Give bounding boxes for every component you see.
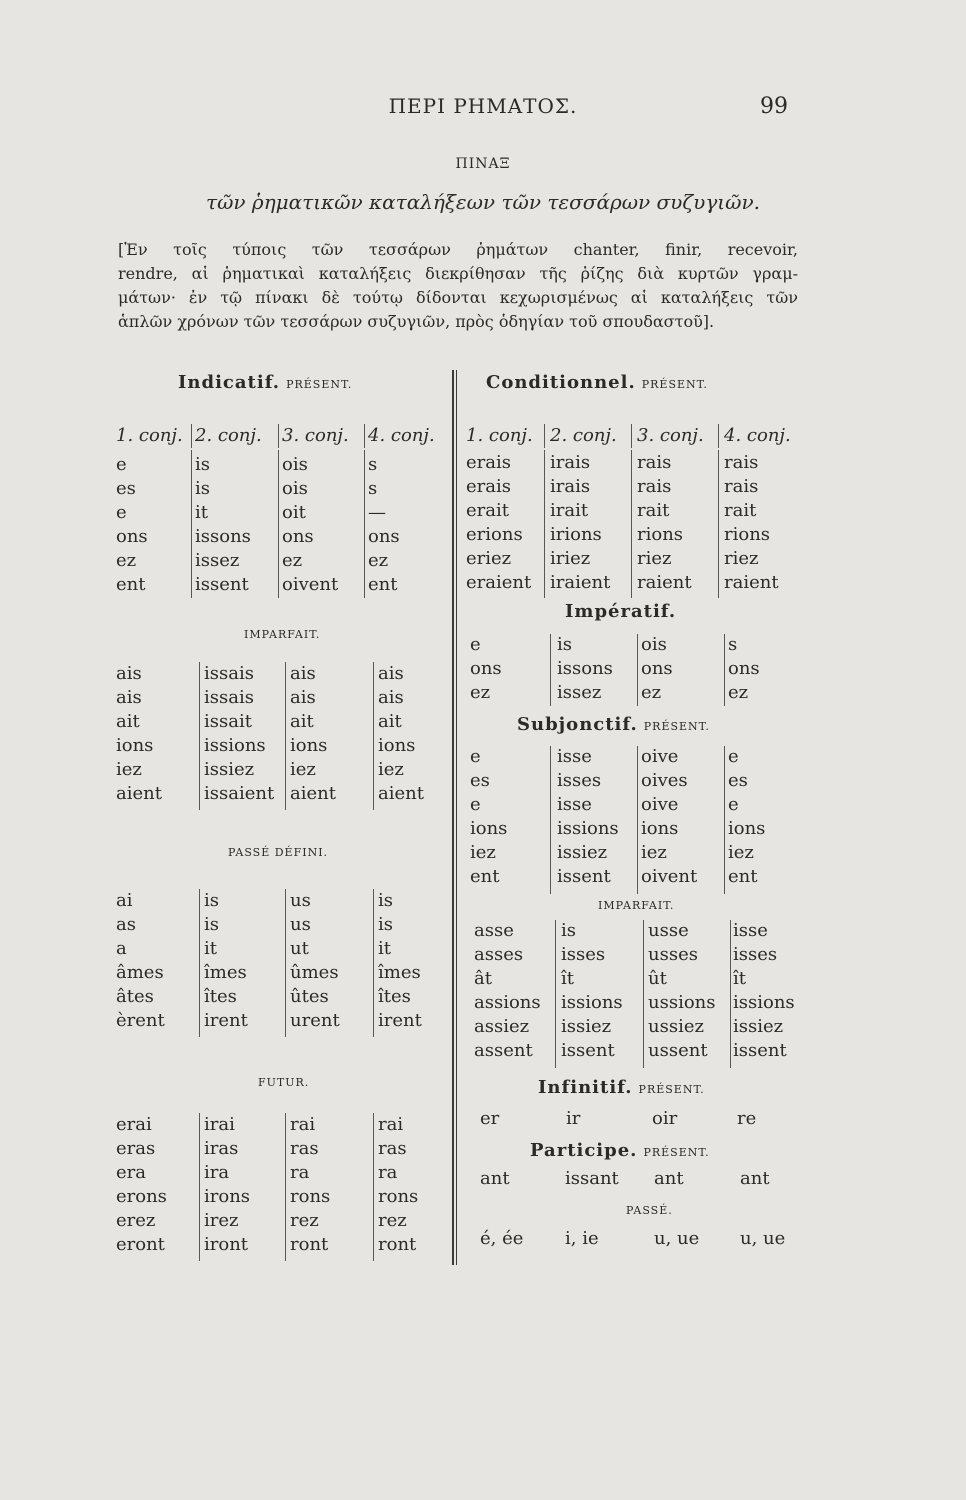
ending: ai bbox=[116, 890, 133, 911]
column-rule bbox=[285, 1113, 286, 1261]
ending: ois bbox=[282, 478, 308, 499]
ending: ît bbox=[561, 968, 574, 989]
column-rule bbox=[544, 450, 545, 598]
ending: ez bbox=[116, 550, 137, 571]
ending: ions bbox=[378, 735, 416, 756]
ending: issais bbox=[204, 687, 254, 708]
column-rule bbox=[718, 424, 719, 448]
ending: iez bbox=[378, 759, 404, 780]
intro-line: ἁπλῶν χρόνων τῶν τεσσάρων συζυγιῶν, πρὸς ὁδηγίαν τοῦ σπουδαστοῦ]. bbox=[118, 312, 715, 331]
ending: is bbox=[204, 914, 219, 935]
conj-header: 4. conj. bbox=[724, 425, 791, 446]
ending: riez bbox=[637, 548, 672, 569]
ending: ent bbox=[470, 866, 500, 887]
ending: ît bbox=[733, 968, 746, 989]
ending: u, ue bbox=[740, 1228, 786, 1249]
ending: ons bbox=[470, 658, 502, 679]
ending: ions bbox=[728, 818, 766, 839]
ending: e bbox=[470, 746, 481, 767]
mood-name: Indicatif. bbox=[178, 372, 281, 393]
ending: e bbox=[728, 746, 739, 767]
ending: era bbox=[116, 1162, 146, 1183]
ending: as bbox=[116, 914, 136, 935]
ending: issons bbox=[195, 526, 251, 547]
intro-line: rendre, αἱ ῥηματικαὶ καταλήξεις διεκρίθησαν τῆς ῥίζης διὰ κυρτῶν γραμ- bbox=[118, 264, 798, 283]
ending: ut bbox=[290, 938, 309, 959]
ending: rais bbox=[637, 452, 672, 473]
conj-header: 1. conj. bbox=[466, 425, 533, 446]
ending: ez bbox=[728, 682, 749, 703]
ending: issons bbox=[557, 658, 613, 679]
center-divider bbox=[452, 370, 454, 1265]
ending: rait bbox=[724, 500, 757, 521]
ending: — bbox=[368, 502, 386, 523]
tense-name: PRÉSENT. bbox=[643, 720, 710, 733]
ending: irai bbox=[204, 1114, 235, 1135]
ending: rez bbox=[378, 1210, 407, 1231]
ending: isse bbox=[557, 794, 592, 815]
ending: oivent bbox=[282, 574, 339, 595]
ending: oivent bbox=[641, 866, 698, 887]
column-rule bbox=[285, 662, 286, 810]
ending: it bbox=[195, 502, 208, 523]
ending: ez bbox=[641, 682, 662, 703]
ending: irent bbox=[204, 1010, 248, 1031]
column-rule bbox=[364, 424, 365, 448]
ending: ra bbox=[378, 1162, 398, 1183]
participe-heading bbox=[530, 1140, 710, 1161]
futur-label: FUTUR. bbox=[258, 1076, 310, 1089]
ending: isses bbox=[561, 944, 606, 965]
ending: es bbox=[116, 478, 136, 499]
ending: issent bbox=[557, 866, 611, 887]
ending: eront bbox=[116, 1234, 165, 1255]
ending: ût bbox=[648, 968, 667, 989]
ending: us bbox=[290, 890, 311, 911]
ending: s bbox=[728, 634, 738, 655]
ending: ras bbox=[290, 1138, 319, 1159]
ending: is bbox=[195, 454, 210, 475]
center-divider-inner bbox=[456, 370, 457, 1265]
ending: ait bbox=[290, 711, 314, 732]
ending: ois bbox=[282, 454, 308, 475]
ending: ais bbox=[116, 687, 142, 708]
ending: riez bbox=[724, 548, 759, 569]
ending: assiez bbox=[474, 1016, 530, 1037]
ending: iez bbox=[728, 842, 754, 863]
ending: issez bbox=[557, 682, 602, 703]
tense-name: PRÉSENT. bbox=[643, 1146, 710, 1159]
ending: issiez bbox=[557, 842, 608, 863]
ending: erions bbox=[466, 524, 523, 545]
indicatif-heading bbox=[178, 372, 352, 393]
ending: eriez bbox=[466, 548, 512, 569]
ending: erais bbox=[466, 452, 511, 473]
ending: ant bbox=[654, 1168, 684, 1189]
ending: ons bbox=[282, 526, 314, 547]
tense-name: PRÉSENT. bbox=[638, 1083, 705, 1096]
ending: is bbox=[557, 634, 572, 655]
column-rule bbox=[199, 1113, 200, 1261]
ending: a bbox=[116, 938, 127, 959]
conditionnel-heading bbox=[486, 372, 708, 393]
tense-name: PRÉSENT. bbox=[641, 378, 708, 391]
ending: ions bbox=[116, 735, 154, 756]
ending: ussiez bbox=[648, 1016, 704, 1037]
ending: aient bbox=[116, 783, 162, 804]
ending: ent bbox=[116, 574, 146, 595]
ending: issions bbox=[204, 735, 266, 756]
ending: ira bbox=[204, 1162, 230, 1183]
ending: rons bbox=[378, 1186, 419, 1207]
ending: oive bbox=[641, 746, 679, 767]
ending: ant bbox=[480, 1168, 510, 1189]
ending: ront bbox=[378, 1234, 417, 1255]
ending: aient bbox=[290, 783, 336, 804]
ending: ait bbox=[378, 711, 402, 732]
ending: oives bbox=[641, 770, 688, 791]
ending: is bbox=[195, 478, 210, 499]
ending: ais bbox=[290, 663, 316, 684]
ending: ûmes bbox=[290, 962, 339, 983]
ending: âtes bbox=[116, 986, 154, 1007]
ending: is bbox=[561, 920, 576, 941]
ending: e bbox=[470, 634, 481, 655]
ending: e bbox=[116, 502, 127, 523]
ending: es bbox=[728, 770, 748, 791]
ending: is bbox=[378, 914, 393, 935]
ending: îmes bbox=[378, 962, 421, 983]
ending: âmes bbox=[116, 962, 164, 983]
ending: é, ée bbox=[480, 1228, 524, 1249]
ending: s bbox=[368, 454, 378, 475]
ending: ais bbox=[116, 663, 142, 684]
ending: issions bbox=[561, 992, 623, 1013]
ending: ez bbox=[470, 682, 491, 703]
ending: raient bbox=[724, 572, 779, 593]
ending: issent bbox=[733, 1040, 787, 1061]
column-rule bbox=[637, 634, 638, 706]
column-rule bbox=[631, 424, 632, 448]
column-rule bbox=[278, 424, 279, 448]
ending: ons bbox=[728, 658, 760, 679]
conj-header: 3. conj. bbox=[282, 425, 349, 446]
ending: i, ie bbox=[565, 1228, 599, 1249]
passe-defini-label: PASSÉ DÉFINI. bbox=[228, 846, 329, 859]
ending: ra bbox=[290, 1162, 310, 1183]
column-rule bbox=[191, 450, 192, 598]
ending: ais bbox=[378, 687, 404, 708]
ending: rais bbox=[637, 476, 672, 497]
column-rule bbox=[278, 450, 279, 598]
ending: aient bbox=[378, 783, 424, 804]
column-rule bbox=[643, 920, 644, 1068]
ending: rait bbox=[637, 500, 670, 521]
participe-passe-label: PASSÉ. bbox=[626, 1204, 673, 1217]
ending: isse bbox=[557, 746, 592, 767]
column-rule bbox=[724, 634, 725, 706]
ending: usses bbox=[648, 944, 698, 965]
ending: re bbox=[737, 1108, 757, 1129]
ending: e bbox=[470, 794, 481, 815]
tense-name: PRÉSENT. bbox=[286, 378, 353, 391]
ending: issiez bbox=[204, 759, 255, 780]
ending: usse bbox=[648, 920, 689, 941]
ending: ent bbox=[368, 574, 398, 595]
ending: ais bbox=[290, 687, 316, 708]
ending: e bbox=[116, 454, 127, 475]
ending: oir bbox=[652, 1108, 678, 1129]
ending: ez bbox=[368, 550, 389, 571]
ending: isse bbox=[733, 920, 768, 941]
ending: erais bbox=[466, 476, 511, 497]
ending: issent bbox=[561, 1040, 615, 1061]
ending: iras bbox=[204, 1138, 239, 1159]
intro-paragraph bbox=[118, 238, 798, 334]
ending: rai bbox=[290, 1114, 316, 1135]
ending: er bbox=[480, 1108, 500, 1129]
imperatif-heading bbox=[565, 601, 676, 622]
column-rule bbox=[199, 662, 200, 810]
ending: issions bbox=[733, 992, 795, 1013]
subjonctif-heading bbox=[517, 714, 710, 735]
ending: îmes bbox=[204, 962, 247, 983]
ending: rez bbox=[290, 1210, 319, 1231]
column-rule bbox=[730, 920, 731, 1068]
ending: iront bbox=[204, 1234, 249, 1255]
ending: rais bbox=[724, 476, 759, 497]
ending: it bbox=[378, 938, 391, 959]
ending: ons bbox=[641, 658, 673, 679]
subj-imparfait-label: IMPARFAIT. bbox=[598, 899, 675, 912]
column-rule bbox=[550, 746, 551, 894]
ending: isses bbox=[557, 770, 602, 791]
ending: u, ue bbox=[654, 1228, 700, 1249]
ending: rai bbox=[378, 1114, 404, 1135]
ending: is bbox=[378, 890, 393, 911]
ending: ois bbox=[641, 634, 667, 655]
ending: rais bbox=[724, 452, 759, 473]
ending: irent bbox=[378, 1010, 422, 1031]
ending: oit bbox=[282, 502, 306, 523]
running-head: ΠΕΡΙ ΡΗΜΑΤΟΣ. bbox=[388, 94, 578, 118]
ending: ant bbox=[740, 1168, 770, 1189]
ending: erai bbox=[116, 1114, 152, 1135]
ending: iez bbox=[290, 759, 316, 780]
conj-header: 3. conj. bbox=[637, 425, 704, 446]
ending: asses bbox=[474, 944, 524, 965]
ending: rions bbox=[724, 524, 771, 545]
ending: issaient bbox=[204, 783, 275, 804]
ending: ez bbox=[282, 550, 303, 571]
column-rule bbox=[364, 450, 365, 598]
mood-name: Impératif. bbox=[565, 601, 677, 622]
conj-header: 2. conj. bbox=[195, 425, 262, 446]
ending: erons bbox=[116, 1186, 167, 1207]
ending: ait bbox=[116, 711, 140, 732]
column-rule bbox=[373, 1113, 374, 1261]
table-title: ΠΙΝΑΞ bbox=[455, 156, 511, 172]
ending: issions bbox=[557, 818, 619, 839]
ending: ions bbox=[470, 818, 508, 839]
ending: issiez bbox=[561, 1016, 612, 1037]
ending: ir bbox=[566, 1108, 581, 1129]
ending: ons bbox=[116, 526, 148, 547]
ending: îtes bbox=[204, 986, 237, 1007]
column-rule bbox=[718, 450, 719, 598]
ending: assent bbox=[474, 1040, 533, 1061]
column-rule bbox=[373, 889, 374, 1037]
ending: urent bbox=[290, 1010, 340, 1031]
column-rule bbox=[637, 746, 638, 894]
column-rule bbox=[285, 889, 286, 1037]
ending: issez bbox=[195, 550, 240, 571]
column-rule bbox=[724, 746, 725, 894]
column-rule bbox=[373, 662, 374, 810]
ending: iraient bbox=[550, 572, 611, 593]
column-rule bbox=[199, 889, 200, 1037]
ending: assions bbox=[474, 992, 541, 1013]
ending: ûtes bbox=[290, 986, 329, 1007]
conj-header: 2. conj. bbox=[550, 425, 617, 446]
ending: oive bbox=[641, 794, 679, 815]
ending: èrent bbox=[116, 1010, 165, 1031]
ending: irez bbox=[204, 1210, 239, 1231]
ending: ions bbox=[290, 735, 328, 756]
ending: raient bbox=[637, 572, 692, 593]
ending: ussent bbox=[648, 1040, 708, 1061]
ending: it bbox=[204, 938, 217, 959]
column-rule bbox=[191, 424, 192, 448]
ending: ras bbox=[378, 1138, 407, 1159]
ending: issiez bbox=[733, 1016, 784, 1037]
ending: eraient bbox=[466, 572, 532, 593]
ending: s bbox=[368, 478, 378, 499]
column-rule bbox=[544, 424, 545, 448]
column-rule bbox=[555, 920, 556, 1068]
imparfait-label: IMPARFAIT. bbox=[244, 628, 321, 641]
ending: ais bbox=[378, 663, 404, 684]
page-number: 99 bbox=[760, 94, 788, 119]
ending: ent bbox=[728, 866, 758, 887]
ending: e bbox=[728, 794, 739, 815]
ending: iez bbox=[641, 842, 667, 863]
table-subtitle: τῶν ῥηματικῶν καταλήξεων τῶν τεσσάρων συζυγιῶν. bbox=[206, 190, 760, 214]
ending: issant bbox=[565, 1168, 619, 1189]
ending: rons bbox=[290, 1186, 331, 1207]
ending: iriez bbox=[550, 548, 591, 569]
ending: irais bbox=[550, 476, 591, 497]
column-rule bbox=[550, 634, 551, 706]
column-rule bbox=[631, 450, 632, 598]
ending: ions bbox=[641, 818, 679, 839]
ending: ons bbox=[368, 526, 400, 547]
infinitif-heading bbox=[538, 1077, 705, 1098]
ending: iez bbox=[470, 842, 496, 863]
ending: ât bbox=[474, 968, 492, 989]
ending: is bbox=[204, 890, 219, 911]
ending: ussions bbox=[648, 992, 716, 1013]
conj-header: 4. conj. bbox=[368, 425, 435, 446]
intro-line: μάτων· ἐν τῷ πίνακι δὲ τούτῳ δίδονται κεχωρισμένως αἱ καταλήξεις τῶν bbox=[118, 288, 798, 307]
ending: irais bbox=[550, 452, 591, 473]
conj-header: 1. conj. bbox=[116, 425, 183, 446]
mood-name: Infinitif. bbox=[538, 1077, 633, 1098]
ending: iez bbox=[116, 759, 142, 780]
ending: ront bbox=[290, 1234, 329, 1255]
ending: asse bbox=[474, 920, 514, 941]
ending: erait bbox=[466, 500, 509, 521]
ending: irait bbox=[550, 500, 589, 521]
mood-name: Conditionnel. bbox=[486, 372, 636, 393]
ending: erez bbox=[116, 1210, 156, 1231]
ending: issent bbox=[195, 574, 249, 595]
intro-line: [Ἐν τοῖς τύποις τῶν τεσσάρων ῥημάτων chanter, finir, recevoir, bbox=[118, 240, 798, 259]
ending: us bbox=[290, 914, 311, 935]
ending: eras bbox=[116, 1138, 156, 1159]
ending: îtes bbox=[378, 986, 411, 1007]
ending: issais bbox=[204, 663, 254, 684]
ending: issait bbox=[204, 711, 252, 732]
ending: es bbox=[470, 770, 490, 791]
ending: irons bbox=[204, 1186, 251, 1207]
ending: isses bbox=[733, 944, 778, 965]
ending: rions bbox=[637, 524, 684, 545]
mood-name: Subjonctif. bbox=[517, 714, 638, 735]
ending: irions bbox=[550, 524, 602, 545]
mood-name: Participe. bbox=[530, 1140, 638, 1161]
